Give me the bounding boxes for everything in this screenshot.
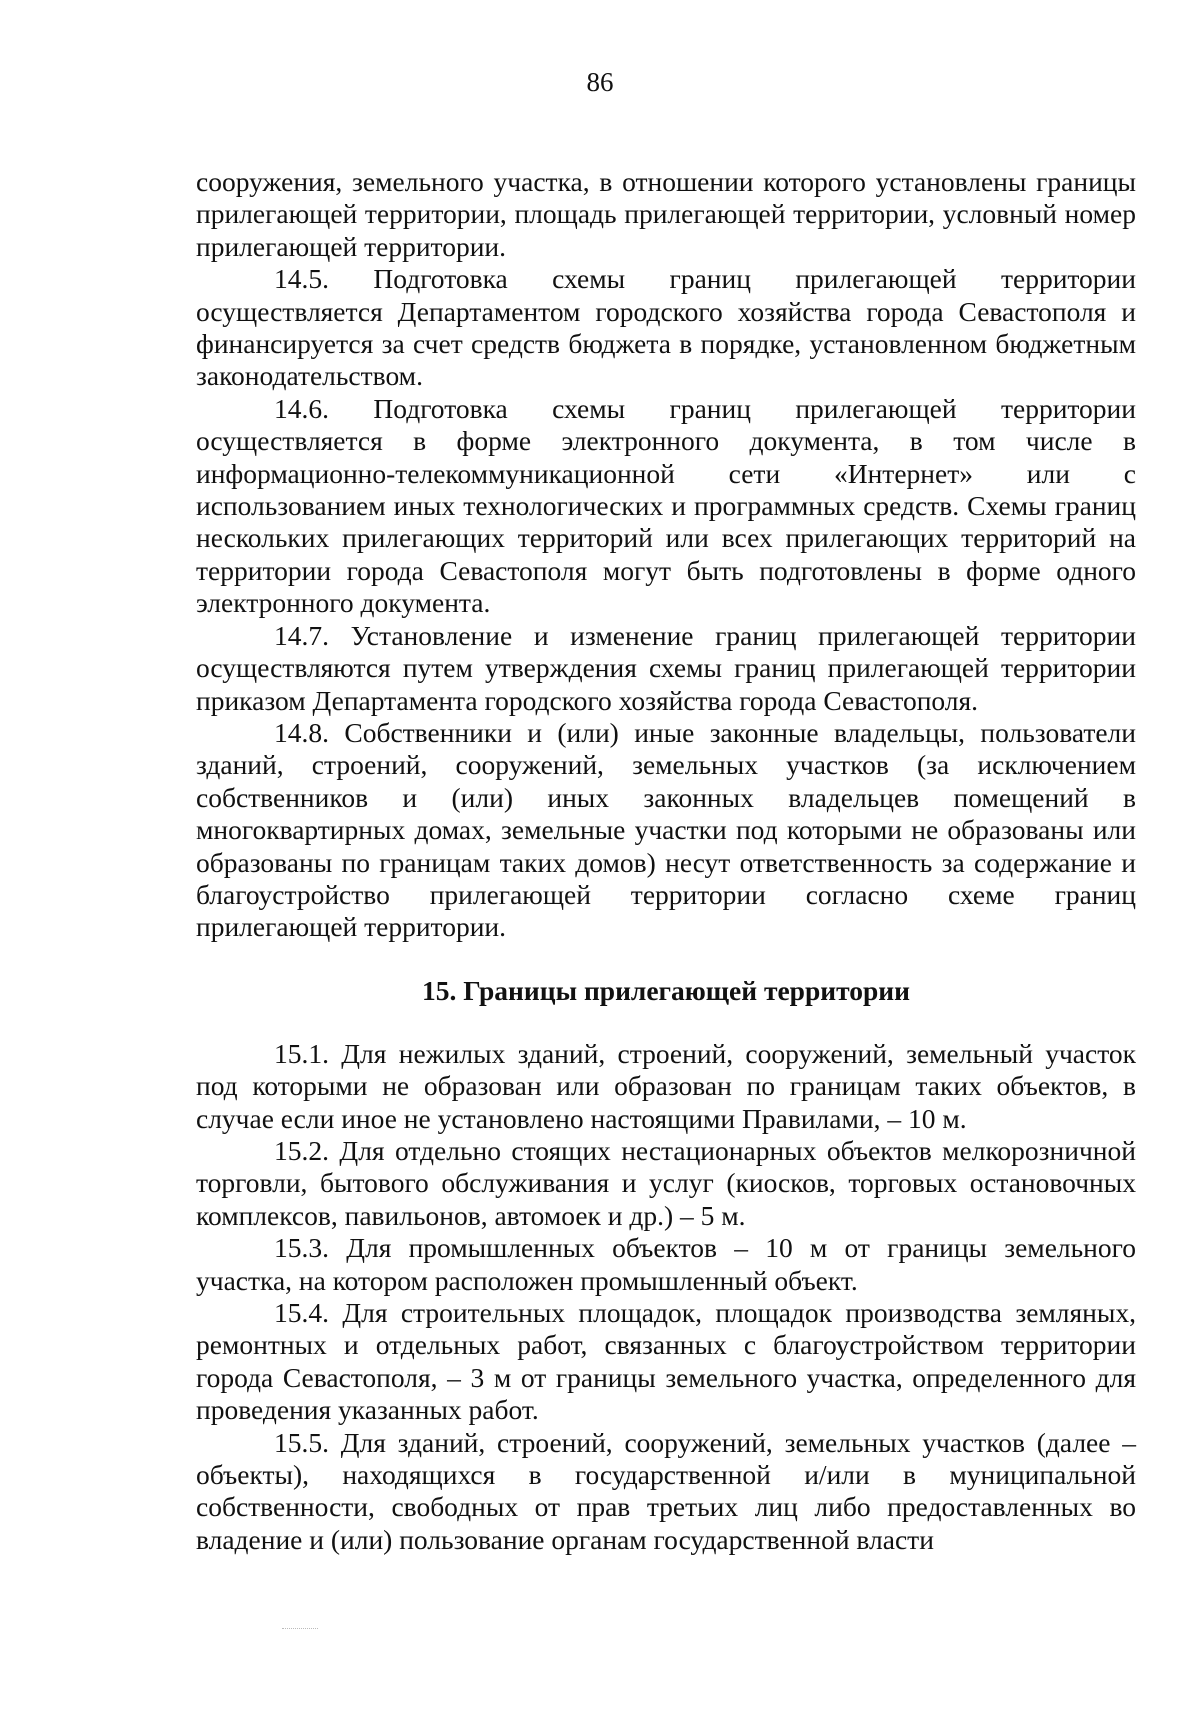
scan-artifact (282, 1628, 318, 1635)
paragraph: 14.8. Собственники и (или) иные законные владельцы, пользователи зданий, строений, сооружений, земельных участков (за исключением собственников и (или) иных законных владельцев помещений в многоквартирных домах, земельные участки под которыми не образованы или образованы по границам таких домов) несут ответственность за содержание и благоустройство прилегающей территории согласно схеме границ прилегающей территории. (196, 716, 1136, 943)
paragraph: сооружения, земельного участка, в отношении которого установлены границы прилегающей территории, площадь прилегающей территории, условный номер прилегающей территории. (196, 166, 1136, 262)
paragraph: 14.6. Подготовка схемы границ прилегающей территории осуществляется в форме электронного документа, в том числе в информационно-телекоммуникационной сети «Интернет» или с использованием иных технологических и программных средств. Схемы границ нескольких прилегающих территорий или всех прилегающих территорий на территории города Севастополя могут быть подготовлены в форме одного электронного документа. (196, 392, 1136, 619)
paragraph: 15.3. Для промышленных объектов – 10 м от границы земельного участка, на котором расположен промышленный объект. (196, 1232, 1136, 1296)
paragraph: 15.4. Для строительных площадок, площадок производства земляных, ремонтных и отдельных работ, связанных с благоустройством территории города Севастополя, – 3 м от границы земельного участка, определенного для проведения указанных работ. (196, 1297, 1136, 1426)
paragraph: 14.7. Установление и изменение границ прилегающей территории осуществляются путем утверждения схемы границ прилегающей территории приказом Департамента городского хозяйства города Севастополя. (196, 619, 1136, 716)
document-body (196, 166, 1136, 1556)
paragraph: 15.2. Для отдельно стоящих нестационарных объектов мелкорозничной торговли, бытового обслуживания и услуг (киосков, торговых остановочных комплексов, павильонов, автомоек и др.) – 5 м. (196, 1134, 1136, 1231)
paragraph: 14.5. Подготовка схемы границ прилегающей территории осуществляется Департаментом городского хозяйства города Севастополя и финансируется за счет средств бюджета в порядке, установленном бюджетным законодательством. (196, 263, 1136, 392)
paragraph: 15.5. Для зданий, строений, сооружений, земельных участков (далее – объекты), находящихся в государственной и/или в муниципальной собственности, свободных от прав третьих лиц либо предоставленных во владение и (или) пользование органам государственной власти (196, 1426, 1136, 1555)
page-number: 86 (586, 67, 614, 97)
paragraphs-before-section (196, 166, 1136, 944)
section-heading: 15. Границы прилегающей территории (422, 974, 910, 1006)
paragraph: 15.1. Для нежилых зданий, строений, сооружений, земельный участок под которыми не образован или образован по границам таких объектов, в случае если иное не установлено настоящими Правилами, – 10 м. (196, 1037, 1136, 1134)
paragraphs-after-section (196, 1038, 1136, 1557)
